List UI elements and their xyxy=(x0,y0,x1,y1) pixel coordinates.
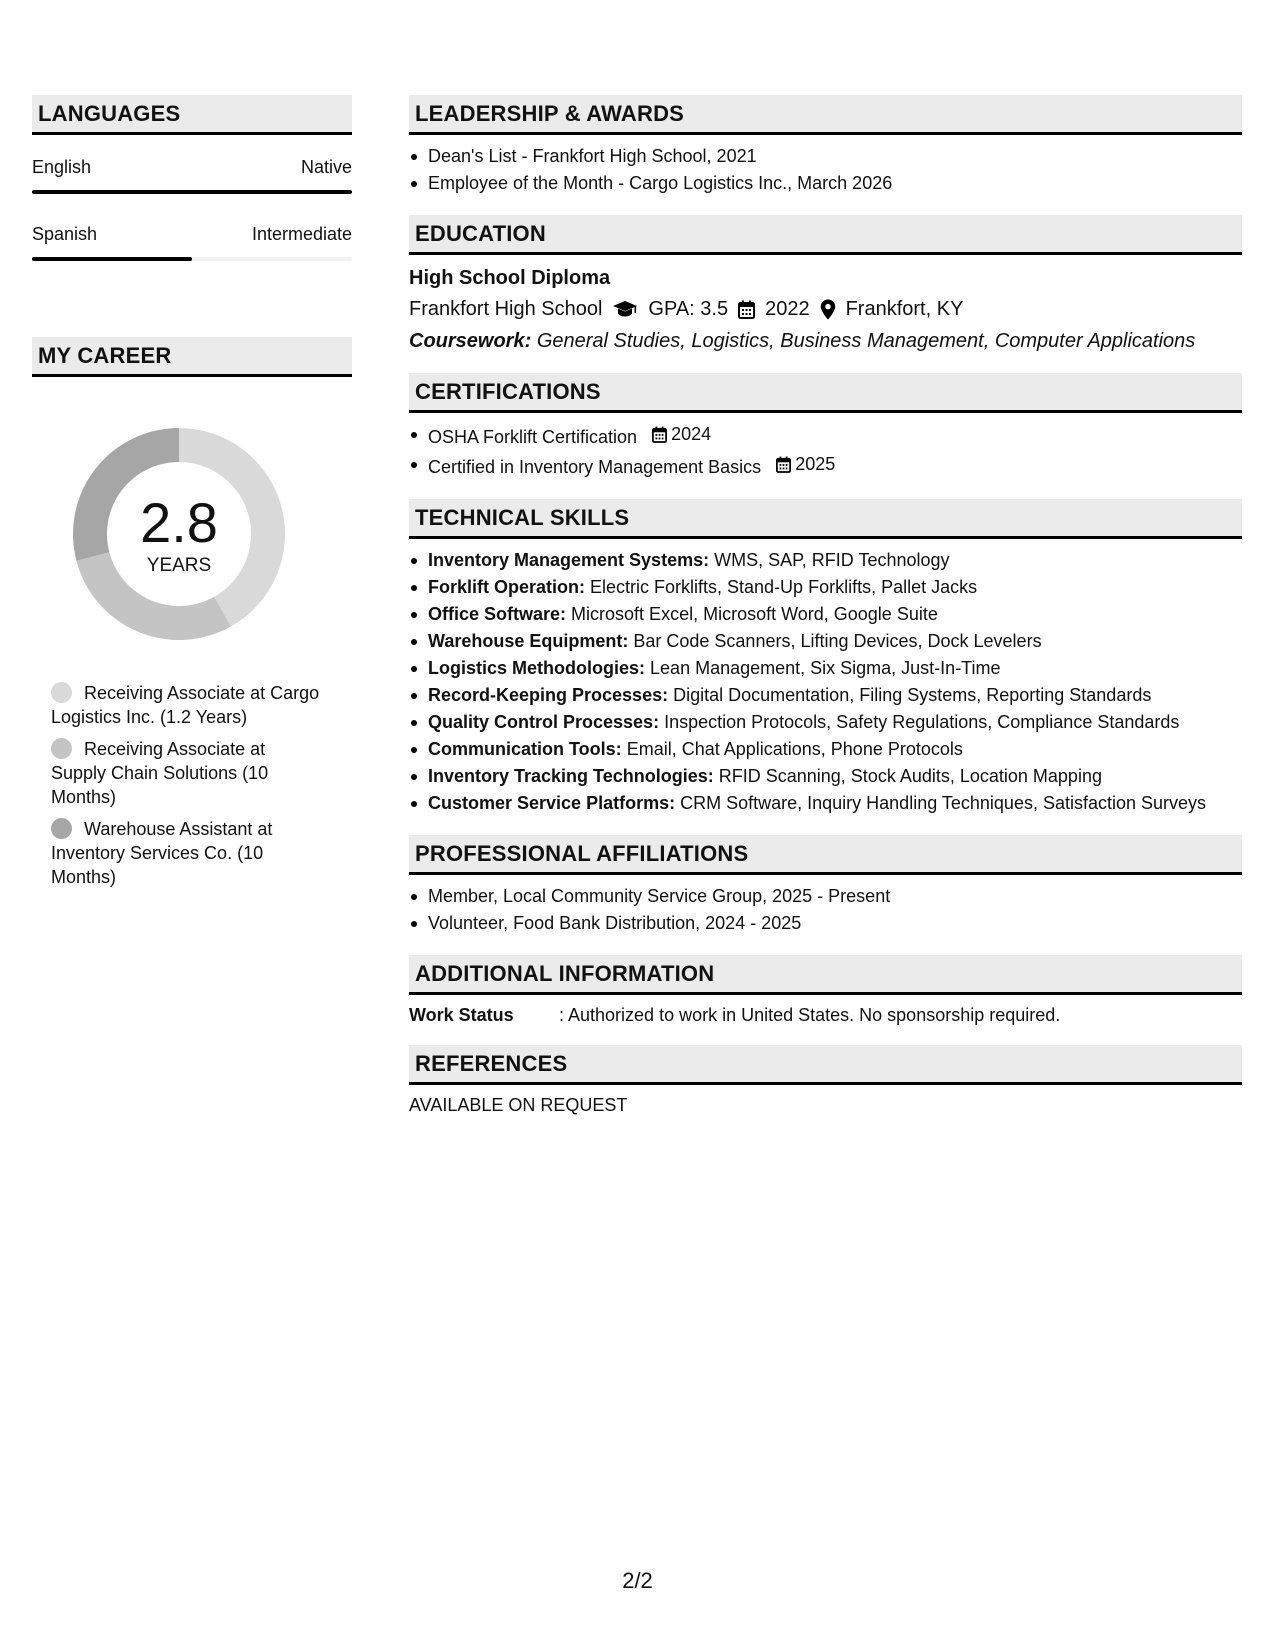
affiliations-section xyxy=(409,835,1242,937)
skills-heading: TECHNICAL SKILLS xyxy=(409,499,1242,539)
coursework-list: General Studies, Logistics, Business Management, Computer Applications xyxy=(536,330,1196,352)
skill-value: Digital Documentation, Filing Systems, Reporting Standards xyxy=(673,685,1152,705)
skill-label: Inventory Tracking Technologies: xyxy=(428,766,714,786)
work-status-row xyxy=(409,1003,1242,1027)
calendar-icon xyxy=(652,426,667,443)
skill-value: RFID Scanning, Stock Audits, Location Mapping xyxy=(718,766,1102,786)
coursework-label: Coursework: xyxy=(409,330,532,352)
career-job-label: Warehouse Assistant at Inventory Services Co. (10 Months) xyxy=(51,819,273,887)
coursework xyxy=(409,327,1242,355)
map-pin-icon xyxy=(820,299,836,320)
skill-value: Bar Code Scanners, Lifting Devices, Dock Levelers xyxy=(633,631,1042,651)
gpa: GPA: 3.5 xyxy=(648,298,729,320)
skill-item xyxy=(409,763,1242,790)
degree-title: High School Diploma xyxy=(409,267,611,289)
language-name: Spanish xyxy=(32,224,98,244)
skill-label: Forklift Operation: xyxy=(428,577,585,597)
references-heading: REFERENCES xyxy=(409,1045,1242,1085)
skill-item xyxy=(409,682,1242,709)
list-item xyxy=(409,421,1242,451)
education-section xyxy=(409,215,1242,355)
skill-label: Office Software: xyxy=(428,604,567,624)
skill-item xyxy=(409,601,1242,628)
list-item: Member, Local Community Service Group, 2025 - Present xyxy=(409,883,1242,910)
skill-value: Microsoft Excel, Microsoft Word, Google Suite xyxy=(571,604,938,624)
skill-item xyxy=(409,736,1242,763)
career-legend-item xyxy=(51,681,321,729)
certification-name: OSHA Forklift Certification xyxy=(428,427,638,447)
education-details xyxy=(409,295,1242,323)
education-heading: EDUCATION xyxy=(409,215,1242,255)
language-level: Intermediate xyxy=(251,224,352,244)
skill-item xyxy=(409,574,1242,601)
additional-info-heading: ADDITIONAL INFORMATION xyxy=(409,955,1242,995)
career-heading: MY CAREER xyxy=(32,337,352,377)
list-item: Dean's List - Frankfort High School, 2021 xyxy=(409,143,1242,170)
list-item: Employee of the Month - Cargo Logistics Inc., March 2026 xyxy=(409,170,1242,197)
work-status-key: Work Status xyxy=(409,1005,514,1025)
career-legend-item xyxy=(51,737,321,809)
language-proficiency-bar xyxy=(32,190,352,194)
skill-label: Warehouse Equipment: xyxy=(428,631,629,651)
skill-item xyxy=(409,628,1242,655)
skill-label: Logistics Methodologies: xyxy=(428,658,646,678)
affiliations-heading: PROFESSIONAL AFFILIATIONS xyxy=(409,835,1242,875)
skill-value: WMS, SAP, RFID Technology xyxy=(714,550,950,570)
references-section xyxy=(409,1045,1242,1116)
skill-label: Record-Keeping Processes: xyxy=(428,685,669,705)
skill-label: Customer Service Platforms: xyxy=(428,793,676,813)
skills-list xyxy=(409,547,1242,817)
language-item xyxy=(32,224,352,261)
skill-value: CRM Software, Inquiry Handling Techniques, Satisfaction Surveys xyxy=(680,793,1207,813)
certification-name: Certified in Inventory Management Basics xyxy=(428,457,762,477)
language-name: English xyxy=(32,157,92,177)
skill-label: Inventory Management Systems: xyxy=(428,550,710,570)
career-years-label: YEARS xyxy=(146,555,212,576)
list-item: Volunteer, Food Bank Distribution, 2024 - 2025 xyxy=(409,910,1242,937)
leadership-section xyxy=(409,95,1242,197)
legend-dot xyxy=(51,818,72,839)
legend-dot xyxy=(51,682,72,703)
references-text: AVAILABLE ON REQUEST xyxy=(409,1095,628,1115)
skill-item xyxy=(409,709,1242,736)
skill-item xyxy=(409,547,1242,574)
left-column xyxy=(32,95,352,897)
skill-value: Electric Forklifts, Stand-Up Forklifts, Pallet Jacks xyxy=(590,577,978,597)
calendar-icon xyxy=(738,300,755,319)
additional-info-section xyxy=(409,955,1242,1027)
legend-dot xyxy=(51,738,72,759)
skill-value: Lean Management, Six Sigma, Just-In-Time xyxy=(650,658,1001,678)
certifications-heading: CERTIFICATIONS xyxy=(409,373,1242,413)
skill-label: Quality Control Processes: xyxy=(428,712,660,732)
career-legend xyxy=(51,681,321,889)
right-column xyxy=(409,95,1242,1134)
skill-item xyxy=(409,790,1242,817)
language-item xyxy=(32,157,352,194)
career-donut-chart xyxy=(66,421,292,647)
work-status-value: : Authorized to work in United States. No sponsorship required. xyxy=(559,1005,1061,1025)
list-item xyxy=(409,451,1242,481)
skills-section xyxy=(409,499,1242,817)
skill-label: Communication Tools: xyxy=(428,739,622,759)
languages-heading: LANGUAGES xyxy=(32,95,352,135)
career-total-years: 2.8 xyxy=(140,491,218,554)
skill-item xyxy=(409,655,1242,682)
graduation-year: 2022 xyxy=(765,298,810,320)
career-job-label: Receiving Associate at Cargo Logistics Inc. (1.2 Years) xyxy=(51,683,320,727)
language-proficiency-fill xyxy=(32,190,352,194)
certification-year: 2025 xyxy=(795,454,836,474)
skill-value: Inspection Protocols, Safety Regulations, Compliance Standards xyxy=(664,712,1180,732)
school-name: Frankfort High School xyxy=(409,298,603,320)
language-level: Native xyxy=(300,157,352,177)
skill-value: Email, Chat Applications, Phone Protocols xyxy=(626,739,963,759)
certification-year: 2024 xyxy=(671,424,712,444)
language-proficiency-fill xyxy=(32,257,192,261)
graduation-cap-icon xyxy=(612,300,638,318)
leadership-heading: LEADERSHIP & AWARDS xyxy=(409,95,1242,135)
school-location: Frankfort, KY xyxy=(845,298,964,320)
page-number: 2/2 xyxy=(622,1568,653,1593)
language-proficiency-bar xyxy=(32,257,352,261)
career-legend-item xyxy=(51,817,321,889)
calendar-icon xyxy=(776,456,791,473)
certifications-section xyxy=(409,373,1242,481)
career-job-label: Receiving Associate at Supply Chain Solutions (10 Months) xyxy=(51,739,269,807)
